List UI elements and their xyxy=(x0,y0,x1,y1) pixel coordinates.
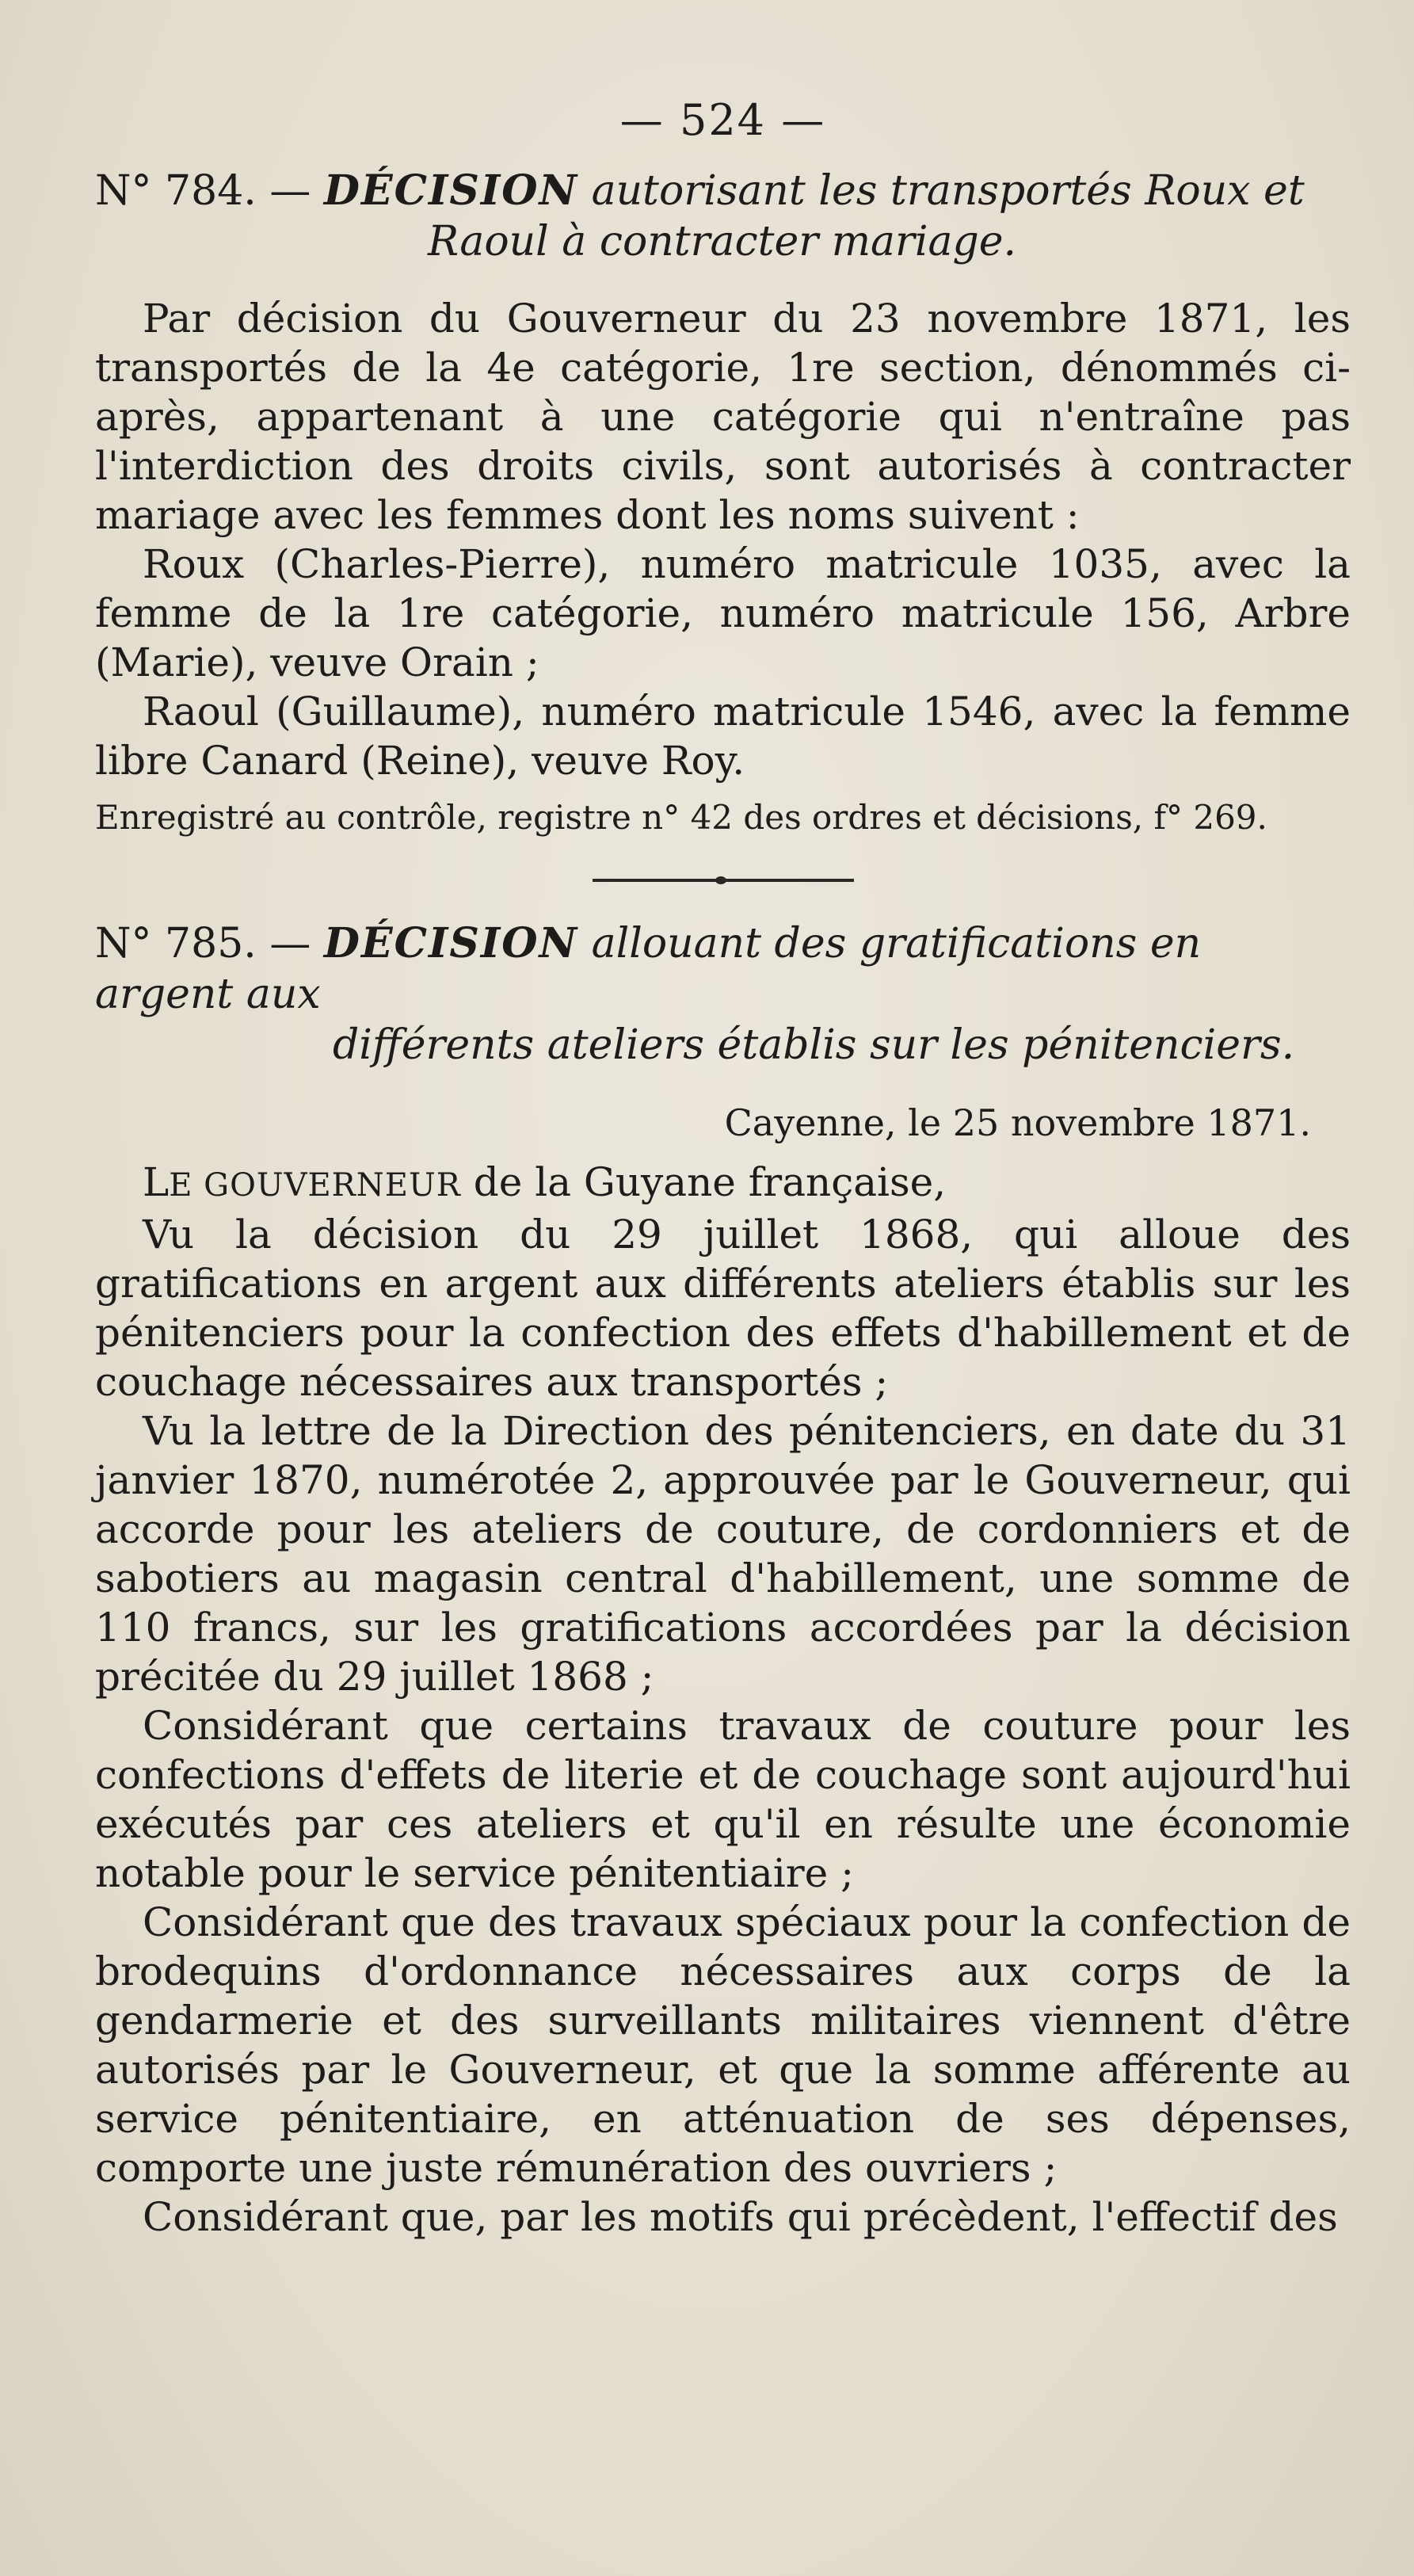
entry-784-paragraph: Par décision du Gouverneur du 23 novembre 1871, les transportés de la 4e catégorie, 1re section, dénommés ci-après, appartenant à une catégorie qui n'entraîne pas l'interdiction des droits civils, sont autorisés à contracter mariage avec les femmes dont les noms suivent : xyxy=(95,296,1351,538)
entry-784-keyword: DÉCISION xyxy=(323,166,579,215)
entry-785-paragraph: Considérant que certains travaux de couture pour les confections d'effets de literie et de couchage sont aujourd'hui exécutés par ces ateliers et qu'il en résulte une économie notable pour le service pénitentiaire ; xyxy=(95,1703,1351,1896)
governor-smallcaps: E GOUVERNEUR xyxy=(169,1167,461,1204)
entry-784-paragraph: Raoul (Guillaume), numéro matricule 1546, avec la femme libre Canard (Reine), veuve Roy. xyxy=(95,689,1351,784)
entry-785-governor-line xyxy=(95,1158,1351,1210)
entry-784-title-continued: Raoul à contracter mariage. xyxy=(428,218,1017,265)
entry-785-heading xyxy=(95,918,1351,1020)
entry-785-paragraph: Vu la décision du 29 juillet 1868, qui alloue des gratifications en argent aux différents ateliers établis sur les pénitenciers pour la confection des effets d'habillement et de couchage nécessaires aux transportés ; xyxy=(95,1212,1351,1405)
entry-784-title: autorisant les transportés Roux et xyxy=(591,167,1305,215)
governor-rest: de la Guyane française, xyxy=(473,1159,947,1205)
page-number: — 524 — xyxy=(619,95,826,145)
entry-785-paragraph: Considérant que des travaux spéciaux pour la confection de brodequins d'ordonnance nécessaires aux corps de la gendarmerie et des surveillants militaires viennent d'être autorisés par le Gouverneur, et que la somme afférente au service pénitentiaire, en atténuation de ses dépenses, comporte une juste rémunération des ouvriers ; xyxy=(95,1899,1351,2191)
entry-784-paragraph: Roux (Charles-Pierre), numéro matricule 1035, avec la femme de la 1re catégorie, numéro matricule 156, Arbre (Marie), veuve Orain ; xyxy=(95,541,1351,685)
entry-785 xyxy=(95,918,1351,2242)
entry-785-title-continued: différents ateliers établis sur les pénitenciers. xyxy=(333,1021,1295,1069)
entry-785-title: allouant des gratifications en argent aux xyxy=(95,920,1202,1018)
entry-785-keyword: DÉCISION xyxy=(323,919,579,967)
entry-784-register-note: Enregistré au contrôle, registre n° 42 des ordres et décisions, f° 269. xyxy=(95,798,1267,837)
entry-785-place-date: Cayenne, le 25 novembre 1871. xyxy=(724,1101,1311,1144)
entry-785-number: N° 785. — xyxy=(95,920,311,967)
entry-784-heading xyxy=(95,166,1351,216)
entry-784-number: N° 784. — xyxy=(95,167,311,215)
entry-785-paragraph: Considérant que, par les motifs qui précèdent, l'effectif des xyxy=(143,2194,1338,2240)
entry-785-paragraph: Vu la lettre de la Direction des pénitenciers, en date du 31 janvier 1870, numérotée 2, approuvée par le Gouverneur, qui accorde pour les ateliers de couture, de cordonniers et de sabotiers au magasin central d'habillement, une somme de 110 francs, sur les gratifications accordées par la décision précitée du 29 juillet 1868 ; xyxy=(95,1408,1351,1700)
entry-784 xyxy=(95,166,1351,842)
governor-initial: L xyxy=(143,1159,170,1205)
section-divider xyxy=(593,879,854,882)
